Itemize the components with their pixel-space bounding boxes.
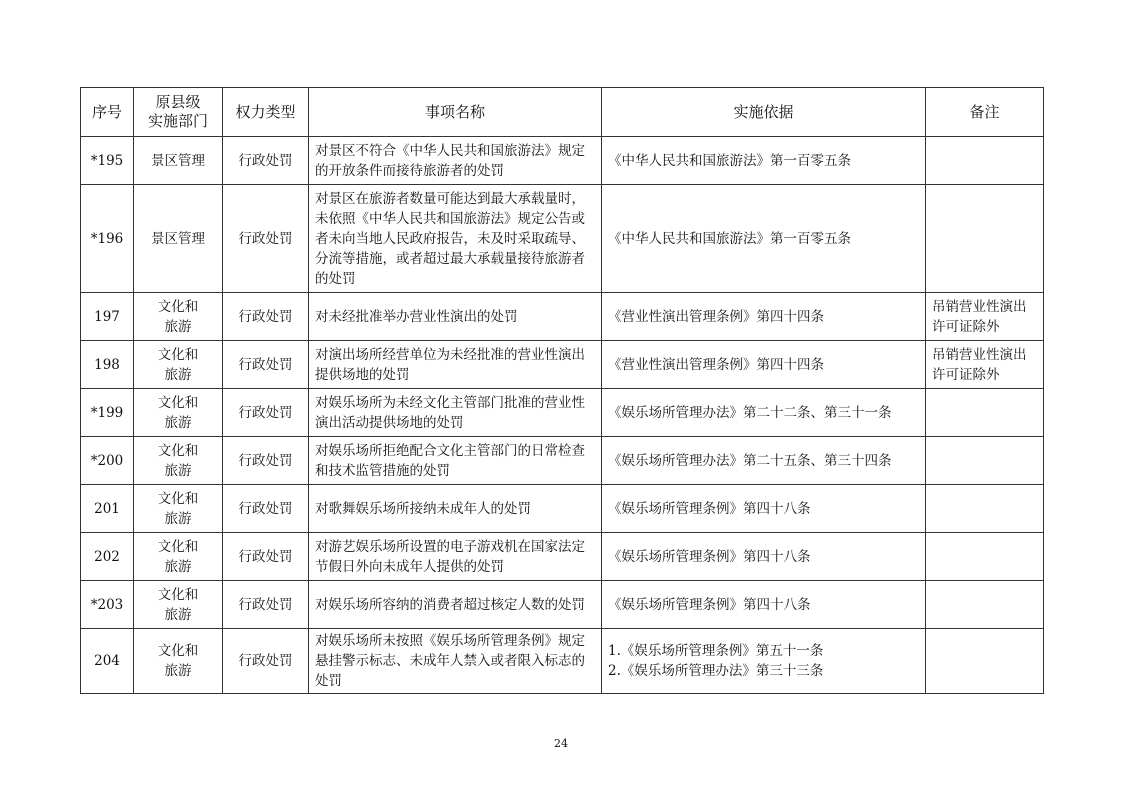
cell-legal-basis bbox=[602, 437, 926, 485]
cell-item-name: 对娱乐场所为未经文化主管部门批准的营业性演出活动提供场地的处罚 bbox=[309, 389, 602, 437]
cell-power-type: 行政处罚 bbox=[223, 581, 309, 629]
cell-power-type: 行政处罚 bbox=[223, 293, 309, 341]
header-item-name: 事项名称 bbox=[309, 88, 602, 137]
cell-legal-basis bbox=[602, 581, 926, 629]
cell-item-name: 对景区不符合《中华人民共和国旅游法》规定的开放条件而接待旅游者的处罚 bbox=[309, 137, 602, 185]
cell-item-name: 对景区在旅游者数量可能达到最大承载量时，未依照《中华人民共和国旅游法》规定公告或者未向当地人民政府报告，未及时采取疏导、分流等措施，或者超过最大承载量接待旅游者的处罚 bbox=[309, 185, 602, 293]
cell-department-text: 文化和 旅游 bbox=[157, 394, 199, 431]
cell-department bbox=[134, 389, 223, 437]
cell-legal-basis bbox=[602, 485, 926, 533]
header-legal-basis: 实施依据 bbox=[602, 88, 926, 137]
cell-department bbox=[134, 533, 223, 581]
cell-department-text: 文化和 旅游 bbox=[157, 298, 199, 335]
legal-basis-line: 《娱乐场所管理办法》第二十二条、第三十一条 bbox=[608, 404, 892, 421]
legal-basis-line: 《娱乐场所管理条例》第四十八条 bbox=[608, 596, 811, 613]
cell-serial-number: 202 bbox=[81, 533, 134, 581]
table-row bbox=[81, 533, 1044, 581]
table-row bbox=[81, 185, 1044, 293]
table-row bbox=[81, 629, 1044, 694]
table-row bbox=[81, 293, 1044, 341]
cell-item-name: 对娱乐场所容纳的消费者超过核定人数的处罚 bbox=[309, 581, 602, 629]
cell-item-name: 对娱乐场所拒绝配合文化主管部门的日常检查和技术监管措施的处罚 bbox=[309, 437, 602, 485]
cell-serial-number: *199 bbox=[81, 389, 134, 437]
legal-basis-line: 《娱乐场所管理办法》第二十五条、第三十四条 bbox=[608, 452, 892, 469]
header-department-text: 原县级 实施部门 bbox=[147, 93, 208, 130]
cell-department-text: 文化和 旅游 bbox=[157, 643, 199, 679]
cell-department-text: 景区管理 bbox=[151, 152, 205, 169]
cell-department bbox=[134, 629, 223, 694]
cell-remarks bbox=[926, 185, 1044, 293]
legal-basis-line: 《中华人民共和国旅游法》第一百零五条 bbox=[608, 152, 851, 169]
header-serial-number: 序号 bbox=[81, 88, 134, 137]
cell-remarks bbox=[926, 389, 1044, 437]
cell-legal-basis bbox=[602, 137, 926, 185]
table-row bbox=[81, 437, 1044, 485]
legal-basis-line: 《娱乐场所管理条例》第四十八条 bbox=[608, 548, 811, 565]
cell-power-type: 行政处罚 bbox=[223, 389, 309, 437]
table-row bbox=[81, 341, 1044, 389]
legal-basis-line: 1.《娱乐场所管理条例》第五十一条 bbox=[608, 643, 824, 659]
cell-power-type: 行政处罚 bbox=[223, 341, 309, 389]
cell-serial-number: 197 bbox=[81, 293, 134, 341]
cell-remarks: 吊销营业性演出许可证除外 bbox=[926, 293, 1044, 341]
cell-remarks bbox=[926, 629, 1044, 694]
legal-basis-line: 《营业性演出管理条例》第四十四条 bbox=[608, 356, 824, 373]
cell-power-type: 行政处罚 bbox=[223, 185, 309, 293]
cell-remarks bbox=[926, 533, 1044, 581]
page-number: 24 bbox=[554, 737, 568, 750]
cell-legal-basis bbox=[602, 533, 926, 581]
cell-power-type: 行政处罚 bbox=[223, 437, 309, 485]
cell-remarks bbox=[926, 581, 1044, 629]
cell-department bbox=[134, 485, 223, 533]
cell-power-type: 行政处罚 bbox=[223, 137, 309, 185]
cell-remarks bbox=[926, 485, 1044, 533]
table-row bbox=[81, 485, 1044, 533]
cell-serial-number: *196 bbox=[81, 185, 134, 293]
cell-power-type: 行政处罚 bbox=[223, 533, 309, 581]
cell-serial-number: *195 bbox=[81, 137, 134, 185]
cell-department bbox=[134, 185, 223, 293]
cell-item-name: 对娱乐场所未按照《娱乐场所管理条例》规定悬挂警示标志、未成年人禁入或者限入标志的处罚 bbox=[309, 629, 602, 694]
cell-department-text: 文化和 旅游 bbox=[157, 538, 199, 575]
cell-item-name: 对演出场所经营单位为未经批准的营业性演出提供场地的处罚 bbox=[309, 341, 602, 389]
table-header-row bbox=[81, 88, 1044, 137]
cell-legal-basis bbox=[602, 185, 926, 293]
cell-serial-number: 198 bbox=[81, 341, 134, 389]
cell-department-text: 文化和 旅游 bbox=[157, 346, 199, 383]
power-list-table bbox=[80, 87, 1044, 694]
cell-serial-number: *203 bbox=[81, 581, 134, 629]
table-row bbox=[81, 137, 1044, 185]
cell-serial-number: 201 bbox=[81, 485, 134, 533]
cell-department bbox=[134, 437, 223, 485]
cell-department bbox=[134, 137, 223, 185]
cell-item-name: 对歌舞娱乐场所接纳未成年人的处罚 bbox=[309, 485, 602, 533]
cell-department-text: 文化和 旅游 bbox=[157, 490, 199, 527]
table-body bbox=[81, 137, 1044, 694]
header-remarks: 备注 bbox=[926, 88, 1044, 137]
legal-basis-line: 《营业性演出管理条例》第四十四条 bbox=[608, 308, 824, 325]
legal-basis-line: 《中华人民共和国旅游法》第一百零五条 bbox=[608, 230, 851, 247]
cell-item-name: 对游艺娱乐场所设置的电子游戏机在国家法定节假日外向未成年人提供的处罚 bbox=[309, 533, 602, 581]
legal-basis-line: 2.《娱乐场所管理办法》第三十三条 bbox=[608, 663, 824, 679]
cell-remarks bbox=[926, 137, 1044, 185]
table-row bbox=[81, 389, 1044, 437]
cell-serial-number: *200 bbox=[81, 437, 134, 485]
cell-department bbox=[134, 581, 223, 629]
legal-basis-line: 《娱乐场所管理条例》第四十八条 bbox=[608, 500, 811, 517]
cell-serial-number: 204 bbox=[81, 629, 134, 694]
table-row bbox=[81, 581, 1044, 629]
cell-power-type: 行政处罚 bbox=[223, 629, 309, 694]
cell-department-text: 文化和 旅游 bbox=[157, 586, 199, 623]
cell-legal-basis bbox=[602, 341, 926, 389]
cell-department bbox=[134, 341, 223, 389]
cell-department-text: 文化和 旅游 bbox=[157, 442, 199, 479]
cell-legal-basis bbox=[602, 293, 926, 341]
cell-department bbox=[134, 293, 223, 341]
cell-department-text: 景区管理 bbox=[151, 230, 205, 247]
cell-remarks: 吊销营业性演出许可证除外 bbox=[926, 341, 1044, 389]
cell-remarks bbox=[926, 437, 1044, 485]
cell-item-name: 对未经批准举办营业性演出的处罚 bbox=[309, 293, 602, 341]
cell-legal-basis bbox=[602, 389, 926, 437]
header-power-type: 权力类型 bbox=[223, 88, 309, 137]
cell-legal-basis bbox=[602, 629, 926, 694]
cell-power-type: 行政处罚 bbox=[223, 485, 309, 533]
header-department bbox=[134, 88, 223, 137]
